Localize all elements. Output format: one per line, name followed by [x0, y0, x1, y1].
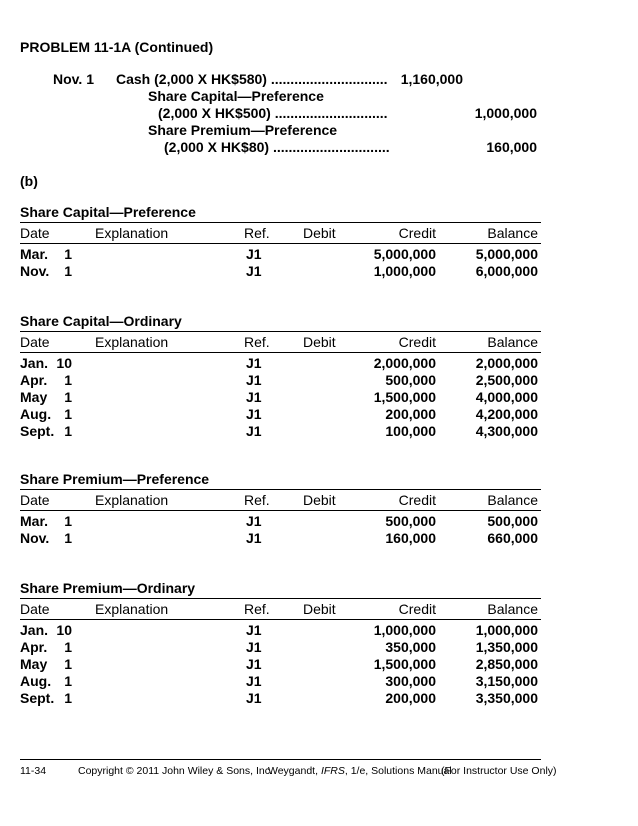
row-credit: 300,000	[385, 673, 436, 689]
row-day: 10	[56, 355, 72, 371]
row-balance: 2,500,000	[475, 372, 538, 388]
row-day: 1	[64, 530, 72, 546]
col-header-date: Date	[20, 334, 50, 350]
row-balance: 4,000,000	[475, 389, 538, 405]
row-day: 1	[64, 389, 72, 405]
col-header-credit: Credit	[398, 601, 436, 617]
row-month: Nov.	[20, 263, 50, 279]
row-month: Sept.	[20, 690, 55, 706]
row-ref: J1	[246, 656, 262, 672]
row-credit: 500,000	[385, 372, 436, 388]
row-month: Jan.	[20, 355, 49, 371]
row-balance: 5,000,000	[475, 246, 538, 262]
row-ref: J1	[246, 263, 262, 279]
row-month: Mar.	[20, 513, 49, 529]
row-credit: 200,000	[385, 690, 436, 706]
col-header-credit: Credit	[398, 492, 436, 508]
row-ref: J1	[246, 246, 262, 262]
row-month: Mar.	[20, 246, 49, 262]
row-month: Sept.	[20, 423, 55, 439]
footer-instructor-note: (For Instructor Use Only)	[441, 765, 557, 777]
footer-rule	[20, 759, 541, 760]
row-ref: J1	[246, 513, 262, 529]
row-balance: 660,000	[487, 530, 538, 546]
row-balance: 4,300,000	[475, 423, 538, 439]
col-header-credit: Credit	[398, 334, 436, 350]
row-balance: 1,350,000	[475, 639, 538, 655]
row-day: 1	[64, 656, 72, 672]
row-balance: 3,350,000	[475, 690, 538, 706]
row-month: Jan.	[20, 622, 49, 638]
row-day: 1	[64, 423, 72, 439]
journal-credit-amount-1: 1,000,000	[474, 105, 537, 121]
footer-copyright: Copyright © 2011 John Wiley & Sons, Inc.	[78, 765, 273, 777]
row-day: 1	[64, 263, 72, 279]
row-credit: 1,000,000	[373, 622, 436, 638]
footer-book-title: IFRS	[320, 765, 345, 777]
footer-page-number: 11-34	[20, 765, 47, 777]
footer-author: Weygandt,	[268, 765, 319, 777]
row-day: 1	[64, 673, 72, 689]
col-header-debit: Debit	[303, 334, 336, 350]
row-credit: 5,000,000	[373, 246, 436, 262]
journal-line-share-premium-calc: (2,000 X HK$80) ..............................	[164, 139, 390, 155]
col-header-balance: Balance	[487, 492, 538, 508]
journal-date: Nov. 1	[53, 71, 94, 87]
header-rule-bottom	[20, 510, 541, 511]
row-credit: 1,500,000	[373, 656, 436, 672]
footer-edition: , 1/e, Solutions Manual	[344, 765, 452, 777]
row-day: 1	[64, 513, 72, 529]
part-label: (b)	[20, 173, 38, 189]
journal-line-share-premium: Share Premium—Preference	[148, 122, 338, 138]
col-header-date: Date	[20, 492, 50, 508]
row-balance: 6,000,000	[475, 263, 538, 279]
row-month: Apr.	[20, 372, 48, 388]
journal-debit-amount: 1,160,000	[400, 71, 463, 87]
row-balance: 3,150,000	[475, 673, 538, 689]
row-month: May	[20, 656, 48, 672]
row-credit: 200,000	[385, 406, 436, 422]
row-day: 1	[64, 372, 72, 388]
header-rule-top	[20, 331, 541, 332]
header-rule-top	[20, 489, 541, 490]
row-ref: J1	[246, 355, 262, 371]
header-rule-top	[20, 222, 541, 223]
row-credit: 2,000,000	[373, 355, 436, 371]
row-balance: 4,200,000	[475, 406, 538, 422]
row-credit: 160,000	[385, 530, 436, 546]
col-header-ref: Ref.	[244, 225, 270, 241]
ledger-title: Share Premium—Ordinary	[20, 580, 196, 596]
row-ref: J1	[246, 372, 262, 388]
row-credit: 500,000	[385, 513, 436, 529]
row-month: Apr.	[20, 639, 48, 655]
row-ref: J1	[246, 530, 262, 546]
row-day: 1	[64, 246, 72, 262]
row-credit: 350,000	[385, 639, 436, 655]
row-month: Nov.	[20, 530, 50, 546]
col-header-explanation: Explanation	[95, 225, 169, 241]
row-ref: J1	[246, 690, 262, 706]
col-header-debit: Debit	[303, 492, 336, 508]
page-title: PROBLEM 11-1A (Continued)	[20, 39, 214, 55]
journal-line-share-capital: Share Capital—Preference	[148, 88, 324, 104]
row-balance: 2,000,000	[475, 355, 538, 371]
row-month: May	[20, 389, 48, 405]
col-header-date: Date	[20, 225, 50, 241]
col-header-debit: Debit	[303, 601, 336, 617]
row-day: 10	[56, 622, 72, 638]
header-rule-top	[20, 598, 541, 599]
row-month: Aug.	[20, 673, 52, 689]
footer-book-info	[268, 765, 452, 777]
header-rule-bottom	[20, 619, 541, 620]
header-rule-bottom	[20, 243, 541, 244]
journal-line-cash: Cash (2,000 X HK$580) ..............................	[116, 71, 388, 87]
journal-line-share-capital-calc: (2,000 X HK$500) .............................	[158, 105, 388, 121]
ledger-title: Share Premium—Preference	[20, 471, 210, 487]
row-credit: 100,000	[385, 423, 436, 439]
col-header-explanation: Explanation	[95, 601, 169, 617]
row-balance: 500,000	[487, 513, 538, 529]
ledger-title: Share Capital—Preference	[20, 204, 196, 220]
row-ref: J1	[246, 389, 262, 405]
col-header-ref: Ref.	[244, 601, 270, 617]
row-ref: J1	[246, 673, 262, 689]
row-ref: J1	[246, 622, 262, 638]
header-rule-bottom	[20, 352, 541, 353]
row-balance: 1,000,000	[475, 622, 538, 638]
row-balance: 2,850,000	[475, 656, 538, 672]
col-header-balance: Balance	[487, 225, 538, 241]
col-header-date: Date	[20, 601, 50, 617]
row-day: 1	[64, 406, 72, 422]
col-header-balance: Balance	[487, 601, 538, 617]
col-header-ref: Ref.	[244, 492, 270, 508]
row-ref: J1	[246, 639, 262, 655]
row-month: Aug.	[20, 406, 52, 422]
col-header-ref: Ref.	[244, 334, 270, 350]
col-header-explanation: Explanation	[95, 334, 169, 350]
journal-credit-amount-2: 160,000	[486, 139, 537, 155]
col-header-credit: Credit	[398, 225, 436, 241]
row-credit: 1,000,000	[373, 263, 436, 279]
ledger-title: Share Capital—Ordinary	[20, 313, 182, 329]
row-day: 1	[64, 690, 72, 706]
row-ref: J1	[246, 406, 262, 422]
col-header-explanation: Explanation	[95, 492, 169, 508]
col-header-debit: Debit	[303, 225, 336, 241]
row-credit: 1,500,000	[373, 389, 436, 405]
row-ref: J1	[246, 423, 262, 439]
col-header-balance: Balance	[487, 334, 538, 350]
row-day: 1	[64, 639, 72, 655]
